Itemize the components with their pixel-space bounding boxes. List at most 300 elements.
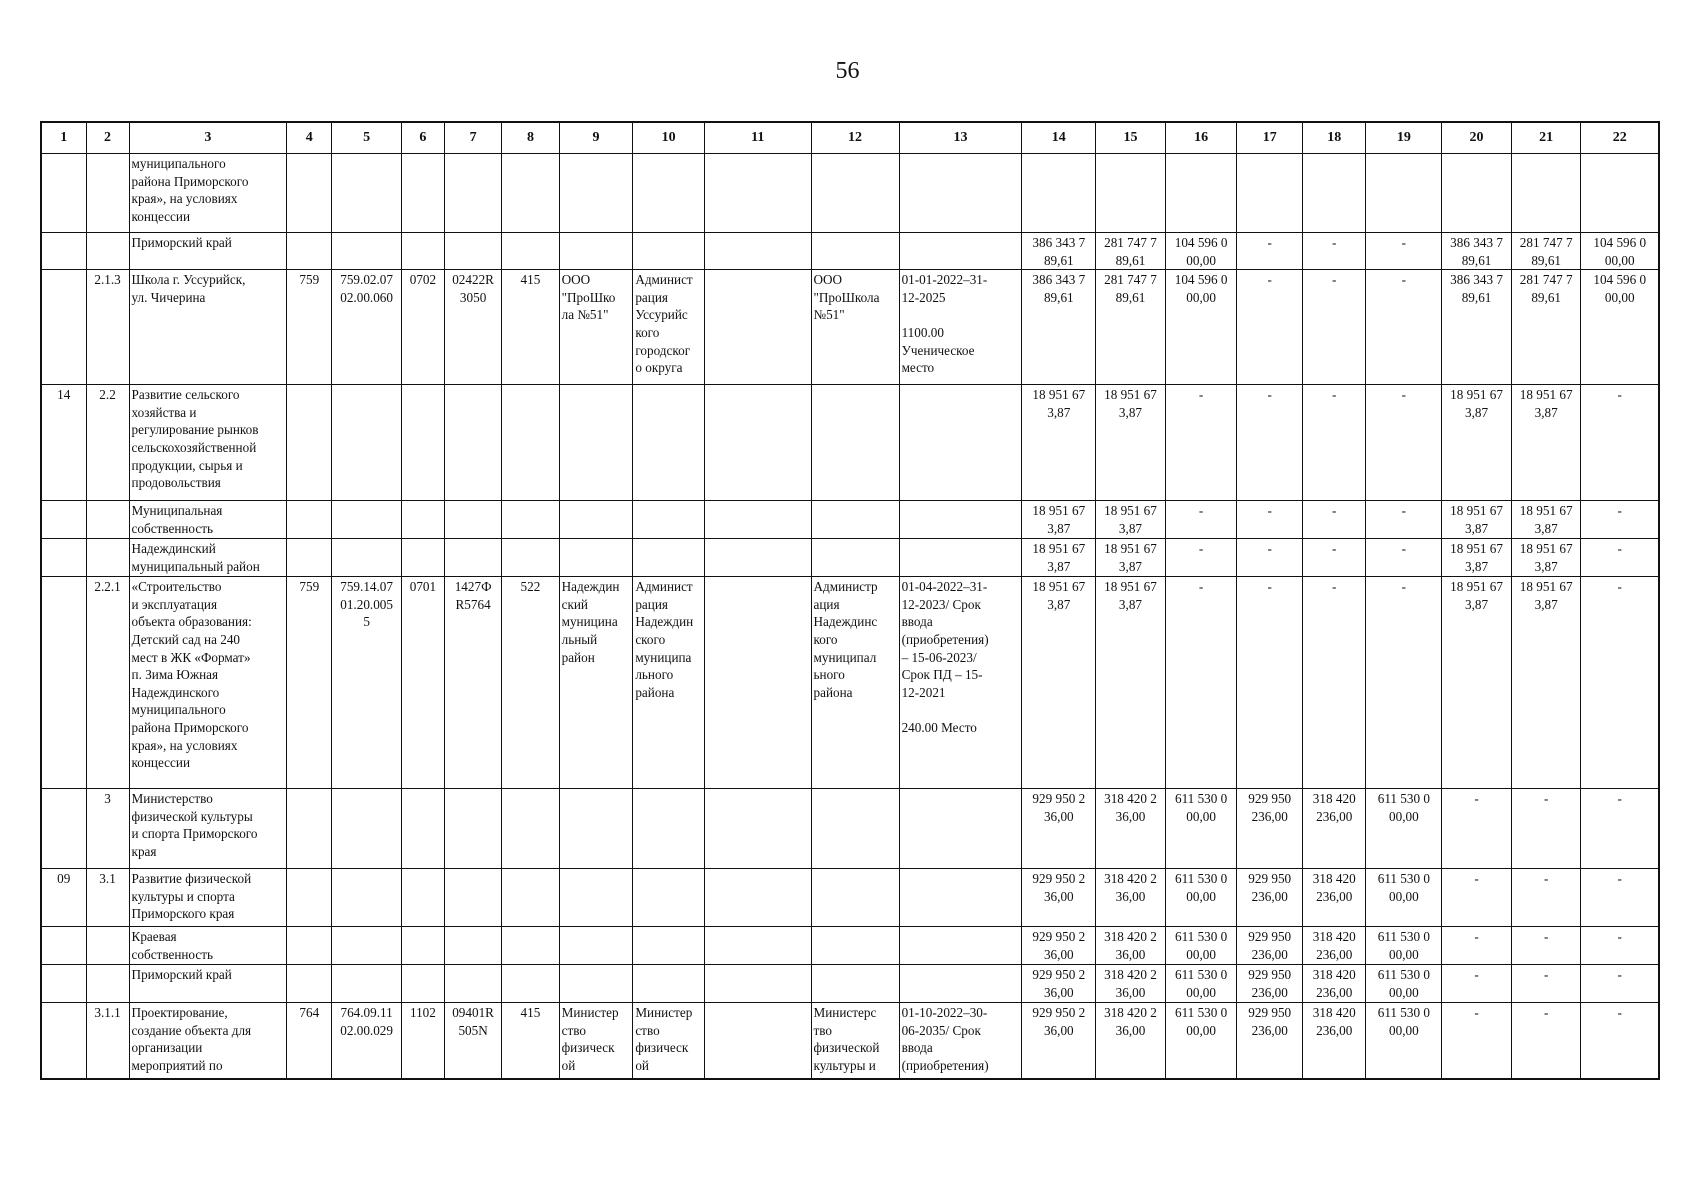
table-cell-col-18: 318 420 236,00 xyxy=(1302,1003,1365,1079)
table-cell-col-10 xyxy=(633,233,705,270)
table-cell-col-11 xyxy=(705,154,812,233)
column-header-8: 8 xyxy=(502,122,559,154)
table-cell-col-12 xyxy=(811,927,899,965)
table-cell-col-9: Надеждин ский муницина льный район xyxy=(559,577,633,789)
table-cell-col-7 xyxy=(444,385,501,501)
table-cell-col-10: Админист рация Уссурийс кого городског о округа xyxy=(633,270,705,385)
table-cell-col-7: 02422R 3050 xyxy=(444,270,501,385)
table-cell-col-20: 18 951 67 3,87 xyxy=(1442,501,1512,539)
table-cell-col-22 xyxy=(1581,154,1659,233)
table-cell-col-21: - xyxy=(1511,965,1581,1003)
column-header-20: 20 xyxy=(1442,122,1512,154)
table-cell-col-20: - xyxy=(1442,927,1512,965)
table-cell-col-2 xyxy=(86,965,129,1003)
table-cell-col-11 xyxy=(705,577,812,789)
table-cell-col-19: - xyxy=(1366,577,1442,789)
table-cell-col-19: - xyxy=(1366,539,1442,577)
table-cell-col-5 xyxy=(332,965,402,1003)
table-cell-col-3: Школа г. Уссурийск, ул. Чичерина xyxy=(129,270,287,385)
column-header-17: 17 xyxy=(1237,122,1303,154)
table-cell-col-13 xyxy=(899,501,1022,539)
table-cell-col-20: 18 951 67 3,87 xyxy=(1442,577,1512,789)
table-cell-col-12 xyxy=(811,869,899,927)
table-cell-col-3: Развитие сельского хозяйства и регулирование рынков сельскохозяйственной продукции, сырья и продовольствия xyxy=(129,385,287,501)
table-cell-col-12 xyxy=(811,539,899,577)
table-cell-col-3: Министерство физической культуры и спорта Приморского края xyxy=(129,789,287,869)
table-cell-col-21: 281 747 7 89,61 xyxy=(1511,270,1581,385)
table-cell-col-21: 18 951 67 3,87 xyxy=(1511,539,1581,577)
table-cell-col-9 xyxy=(559,869,633,927)
table-cell-col-4 xyxy=(287,869,332,927)
table-cell-col-21: - xyxy=(1511,789,1581,869)
table-cell-col-17: - xyxy=(1237,270,1303,385)
table-cell-col-15: 281 747 7 89,61 xyxy=(1096,270,1166,385)
table-cell-col-1 xyxy=(41,1003,86,1079)
column-header-18: 18 xyxy=(1302,122,1365,154)
table-cell-col-15: 318 420 2 36,00 xyxy=(1096,869,1166,927)
table-cell-col-12 xyxy=(811,385,899,501)
table-cell-col-3: «Строительство и эксплуатация объекта образования: Детский сад на 240 мест в ЖК «Формат» п. Зима Южная Надеждинского муниципального района Приморского края», на условиях концессии xyxy=(129,577,287,789)
table-cell-col-5 xyxy=(332,539,402,577)
page-number: 56 xyxy=(835,58,860,84)
table-cell-col-20 xyxy=(1442,154,1512,233)
table-cell-col-1: 09 xyxy=(41,869,86,927)
table-cell-col-7 xyxy=(444,539,501,577)
table-cell-col-16: 611 530 0 00,00 xyxy=(1165,789,1237,869)
column-header-15: 15 xyxy=(1096,122,1166,154)
table-cell-col-20: 386 343 7 89,61 xyxy=(1442,233,1512,270)
table-cell-col-19: - xyxy=(1366,270,1442,385)
table-cell-col-11 xyxy=(705,539,812,577)
table-cell-col-18: 318 420 236,00 xyxy=(1302,869,1365,927)
table-cell-col-1 xyxy=(41,577,86,789)
table-cell-col-2 xyxy=(86,539,129,577)
table-cell-col-5: 759.14.07 01.20.005 5 xyxy=(332,577,402,789)
table-cell-col-6 xyxy=(401,154,444,233)
table-cell-col-6 xyxy=(401,869,444,927)
table-cell-col-21: 18 951 67 3,87 xyxy=(1511,385,1581,501)
table-cell-col-1 xyxy=(41,233,86,270)
table-cell-col-8: 522 xyxy=(502,577,559,789)
header-row xyxy=(41,122,1659,154)
column-header-13: 13 xyxy=(899,122,1022,154)
table-cell-col-3: Надеждинский муниципальный район xyxy=(129,539,287,577)
table-cell-col-19: - xyxy=(1366,385,1442,501)
table-row xyxy=(41,1003,1659,1079)
table-cell-col-13 xyxy=(899,539,1022,577)
table-cell-col-19: 611 530 0 00,00 xyxy=(1366,789,1442,869)
table-cell-col-22: - xyxy=(1581,965,1659,1003)
table-row xyxy=(41,927,1659,965)
table-cell-col-1: 14 xyxy=(41,385,86,501)
table-cell-col-2: 3.1 xyxy=(86,869,129,927)
table-cell-col-4 xyxy=(287,233,332,270)
table-cell-col-21: 18 951 67 3,87 xyxy=(1511,501,1581,539)
table-cell-col-22: - xyxy=(1581,577,1659,789)
table-cell-col-22: - xyxy=(1581,385,1659,501)
column-header-3: 3 xyxy=(129,122,287,154)
column-header-21: 21 xyxy=(1511,122,1581,154)
table-cell-col-17: - xyxy=(1237,577,1303,789)
table-cell-col-8 xyxy=(502,869,559,927)
table-cell-col-17: - xyxy=(1237,233,1303,270)
table-cell-col-16 xyxy=(1165,154,1237,233)
table-cell-col-4 xyxy=(287,501,332,539)
table-cell-col-6: 0701 xyxy=(401,577,444,789)
table-cell-col-3: Краевая собственность xyxy=(129,927,287,965)
table-cell-col-9 xyxy=(559,233,633,270)
table-cell-col-14: 386 343 7 89,61 xyxy=(1022,270,1096,385)
table-cell-col-7: 1427Ф R5764 xyxy=(444,577,501,789)
table-cell-col-11 xyxy=(705,927,812,965)
table-cell-col-16: - xyxy=(1165,577,1237,789)
table-cell-col-11 xyxy=(705,789,812,869)
table-cell-col-12 xyxy=(811,154,899,233)
table-cell-col-6 xyxy=(401,927,444,965)
table-cell-col-14: 929 950 2 36,00 xyxy=(1022,1003,1096,1079)
table-cell-col-4 xyxy=(287,789,332,869)
table-cell-col-11 xyxy=(705,1003,812,1079)
table-cell-col-17: 929 950 236,00 xyxy=(1237,869,1303,927)
table-cell-col-3: Приморский край xyxy=(129,233,287,270)
table-cell-col-16: - xyxy=(1165,385,1237,501)
table-cell-col-9 xyxy=(559,385,633,501)
table-cell-col-2: 2.2 xyxy=(86,385,129,501)
table-cell-col-15: 18 951 67 3,87 xyxy=(1096,385,1166,501)
table-cell-col-19: 611 530 0 00,00 xyxy=(1366,869,1442,927)
table-cell-col-9: ООО "ПроШко ла №51" xyxy=(559,270,633,385)
table-row xyxy=(41,869,1659,927)
table-cell-col-21: 18 951 67 3,87 xyxy=(1511,577,1581,789)
column-header-4: 4 xyxy=(287,122,332,154)
table-cell-col-1 xyxy=(41,539,86,577)
table-cell-col-1 xyxy=(41,927,86,965)
table-cell-col-14: 18 951 67 3,87 xyxy=(1022,539,1096,577)
table-cell-col-10 xyxy=(633,385,705,501)
table-cell-col-20: - xyxy=(1442,789,1512,869)
table-cell-col-2: 2.2.1 xyxy=(86,577,129,789)
column-header-5: 5 xyxy=(332,122,402,154)
table-cell-col-10 xyxy=(633,539,705,577)
table-cell-col-13 xyxy=(899,385,1022,501)
column-header-2: 2 xyxy=(86,122,129,154)
table-cell-col-21: 281 747 7 89,61 xyxy=(1511,233,1581,270)
table-cell-col-5: 764.09.11 02.00.029 xyxy=(332,1003,402,1079)
table-cell-col-20: - xyxy=(1442,965,1512,1003)
table-cell-col-6 xyxy=(401,501,444,539)
table-cell-col-13 xyxy=(899,965,1022,1003)
table-cell-col-18: - xyxy=(1302,385,1365,501)
table-cell-col-4 xyxy=(287,154,332,233)
table-cell-col-18 xyxy=(1302,154,1365,233)
table-cell-col-14: 929 950 2 36,00 xyxy=(1022,789,1096,869)
table-cell-col-2: 3.1.1 xyxy=(86,1003,129,1079)
table-cell-col-2: 2.1.3 xyxy=(86,270,129,385)
table-cell-col-5 xyxy=(332,154,402,233)
table-cell-col-12 xyxy=(811,965,899,1003)
table-cell-col-15: 18 951 67 3,87 xyxy=(1096,539,1166,577)
table-cell-col-11 xyxy=(705,270,812,385)
table-cell-col-13 xyxy=(899,869,1022,927)
table-cell-col-13 xyxy=(899,154,1022,233)
table-cell-col-10: Админист рация Надеждин ского муниципа льного района xyxy=(633,577,705,789)
table-cell-col-18: 318 420 236,00 xyxy=(1302,789,1365,869)
table-cell-col-1 xyxy=(41,154,86,233)
table-cell-col-17: 929 950 236,00 xyxy=(1237,927,1303,965)
table-cell-col-11 xyxy=(705,501,812,539)
table-cell-col-1 xyxy=(41,270,86,385)
table-cell-col-14: 929 950 2 36,00 xyxy=(1022,869,1096,927)
table-cell-col-22: - xyxy=(1581,927,1659,965)
table-cell-col-13 xyxy=(899,927,1022,965)
table-cell-col-16: 611 530 0 00,00 xyxy=(1165,965,1237,1003)
table-cell-col-17: - xyxy=(1237,501,1303,539)
table-cell-col-14: 18 951 67 3,87 xyxy=(1022,385,1096,501)
table-cell-col-16: - xyxy=(1165,501,1237,539)
table-cell-col-16: 611 530 0 00,00 xyxy=(1165,869,1237,927)
table-cell-col-11 xyxy=(705,385,812,501)
table-cell-col-12: Министерс тво физической культуры и xyxy=(811,1003,899,1079)
table-cell-col-11 xyxy=(705,869,812,927)
table-cell-col-2 xyxy=(86,501,129,539)
column-header-10: 10 xyxy=(633,122,705,154)
table-cell-col-20: - xyxy=(1442,869,1512,927)
table-cell-col-5 xyxy=(332,869,402,927)
table-cell-col-4 xyxy=(287,965,332,1003)
table-cell-col-8 xyxy=(502,233,559,270)
table-cell-col-6 xyxy=(401,965,444,1003)
table-cell-col-12: ООО "ПроШкола №51" xyxy=(811,270,899,385)
table-row xyxy=(41,233,1659,270)
table-cell-col-18: - xyxy=(1302,539,1365,577)
table-cell-col-22: - xyxy=(1581,789,1659,869)
table-cell-col-6 xyxy=(401,539,444,577)
table-row xyxy=(41,154,1659,233)
table-cell-col-9 xyxy=(559,154,633,233)
table-cell-col-5 xyxy=(332,233,402,270)
table-cell-col-15: 318 420 2 36,00 xyxy=(1096,789,1166,869)
table-cell-col-15: 318 420 2 36,00 xyxy=(1096,1003,1166,1079)
table-cell-col-15: 281 747 7 89,61 xyxy=(1096,233,1166,270)
table-cell-col-16: 611 530 0 00,00 xyxy=(1165,1003,1237,1079)
table-cell-col-6: 0702 xyxy=(401,270,444,385)
table-row xyxy=(41,385,1659,501)
table-cell-col-3: Проектирование, создание объекта для организации мероприятий по xyxy=(129,1003,287,1079)
table-cell-col-18: 318 420 236,00 xyxy=(1302,927,1365,965)
table-cell-col-14 xyxy=(1022,154,1096,233)
table-cell-col-5 xyxy=(332,927,402,965)
table-cell-col-20: 18 951 67 3,87 xyxy=(1442,539,1512,577)
table-cell-col-9 xyxy=(559,539,633,577)
table-cell-col-15: 18 951 67 3,87 xyxy=(1096,501,1166,539)
column-header-12: 12 xyxy=(811,122,899,154)
table-cell-col-10 xyxy=(633,965,705,1003)
table-cell-col-8 xyxy=(502,789,559,869)
table-cell-col-2: 3 xyxy=(86,789,129,869)
table-cell-col-18: - xyxy=(1302,270,1365,385)
table-cell-col-13: 01-01-2022–31- 12-2025 1100.00 Ученическое место xyxy=(899,270,1022,385)
table-cell-col-17: 929 950 236,00 xyxy=(1237,965,1303,1003)
table-cell-col-4: 759 xyxy=(287,270,332,385)
table-row xyxy=(41,789,1659,869)
table-cell-col-7 xyxy=(444,789,501,869)
table-cell-col-17 xyxy=(1237,154,1303,233)
table-cell-col-10 xyxy=(633,789,705,869)
table-cell-col-4: 759 xyxy=(287,577,332,789)
table-cell-col-8: 415 xyxy=(502,270,559,385)
table-cell-col-3: муниципального района Приморского края», на условиях концессии xyxy=(129,154,287,233)
column-header-14: 14 xyxy=(1022,122,1096,154)
table-cell-col-21: - xyxy=(1511,927,1581,965)
table-cell-col-19: 611 530 0 00,00 xyxy=(1366,1003,1442,1079)
table-cell-col-16: - xyxy=(1165,539,1237,577)
table-cell-col-11 xyxy=(705,965,812,1003)
table-cell-col-10: Министер ство физическ ой xyxy=(633,1003,705,1079)
table-cell-col-8 xyxy=(502,501,559,539)
table-cell-col-8 xyxy=(502,385,559,501)
table-cell-col-8 xyxy=(502,154,559,233)
table-row xyxy=(41,501,1659,539)
table-row xyxy=(41,270,1659,385)
table-cell-col-15: 318 420 2 36,00 xyxy=(1096,965,1166,1003)
table-cell-col-22: - xyxy=(1581,869,1659,927)
table-cell-col-5: 759.02.07 02.00.060 xyxy=(332,270,402,385)
table-cell-col-18: 318 420 236,00 xyxy=(1302,965,1365,1003)
table-row xyxy=(41,577,1659,789)
table-cell-col-15 xyxy=(1096,154,1166,233)
table-cell-col-7 xyxy=(444,501,501,539)
table-cell-col-9 xyxy=(559,501,633,539)
table-cell-col-4 xyxy=(287,385,332,501)
table-cell-col-13: 01-10-2022–30- 06-2035/ Срок ввода (приобретения) xyxy=(899,1003,1022,1079)
table-cell-col-4 xyxy=(287,927,332,965)
table-cell-col-18: - xyxy=(1302,501,1365,539)
table-cell-col-1 xyxy=(41,789,86,869)
table-cell-col-20: 18 951 67 3,87 xyxy=(1442,385,1512,501)
table-cell-col-14: 929 950 2 36,00 xyxy=(1022,965,1096,1003)
table-cell-col-21: - xyxy=(1511,869,1581,927)
table-cell-col-4 xyxy=(287,539,332,577)
table-cell-col-10 xyxy=(633,927,705,965)
table-cell-col-5 xyxy=(332,789,402,869)
table-cell-col-19 xyxy=(1366,154,1442,233)
table-row xyxy=(41,539,1659,577)
table-cell-col-14: 386 343 7 89,61 xyxy=(1022,233,1096,270)
table-cell-col-17: - xyxy=(1237,385,1303,501)
budget-table xyxy=(40,121,1660,1080)
table-cell-col-2 xyxy=(86,154,129,233)
column-header-7: 7 xyxy=(444,122,501,154)
table-cell-col-12 xyxy=(811,233,899,270)
table-cell-col-20: 386 343 7 89,61 xyxy=(1442,270,1512,385)
table-cell-col-22: 104 596 0 00,00 xyxy=(1581,233,1659,270)
table-cell-col-11 xyxy=(705,233,812,270)
table-cell-col-9 xyxy=(559,965,633,1003)
table-cell-col-5 xyxy=(332,501,402,539)
column-header-6: 6 xyxy=(401,122,444,154)
table-cell-col-15: 18 951 67 3,87 xyxy=(1096,577,1166,789)
column-header-22: 22 xyxy=(1581,122,1659,154)
table-cell-col-1 xyxy=(41,965,86,1003)
table-cell-col-16: 104 596 0 00,00 xyxy=(1165,233,1237,270)
table-cell-col-22: - xyxy=(1581,539,1659,577)
table-cell-col-6: 1102 xyxy=(401,1003,444,1079)
table-cell-col-8 xyxy=(502,539,559,577)
table-cell-col-9: Министер ство физическ ой xyxy=(559,1003,633,1079)
table-cell-col-13 xyxy=(899,789,1022,869)
table-cell-col-13: 01-04-2022–31- 12-2023/ Срок ввода (приобретения) – 15-06-2023/ Срок ПД – 15- 12-2021 240.00 Место xyxy=(899,577,1022,789)
table-cell-col-22: - xyxy=(1581,1003,1659,1079)
table-cell-col-6 xyxy=(401,385,444,501)
table-cell-col-7 xyxy=(444,965,501,1003)
column-header-1: 1 xyxy=(41,122,86,154)
column-header-11: 11 xyxy=(705,122,812,154)
table-cell-col-7: 09401R 505N xyxy=(444,1003,501,1079)
table-cell-col-9 xyxy=(559,789,633,869)
table-cell-col-7 xyxy=(444,154,501,233)
table-cell-col-7 xyxy=(444,927,501,965)
column-header-16: 16 xyxy=(1165,122,1237,154)
table-cell-col-17: - xyxy=(1237,539,1303,577)
column-header-9: 9 xyxy=(559,122,633,154)
table-cell-col-14: 18 951 67 3,87 xyxy=(1022,501,1096,539)
table-cell-col-14: 18 951 67 3,87 xyxy=(1022,577,1096,789)
table-cell-col-9 xyxy=(559,927,633,965)
table-cell-col-15: 318 420 2 36,00 xyxy=(1096,927,1166,965)
table-cell-col-14: 929 950 2 36,00 xyxy=(1022,927,1096,965)
table-cell-col-8 xyxy=(502,927,559,965)
table-cell-col-21 xyxy=(1511,154,1581,233)
table-cell-col-10 xyxy=(633,501,705,539)
table-cell-col-17: 929 950 236,00 xyxy=(1237,1003,1303,1079)
column-header-19: 19 xyxy=(1366,122,1442,154)
table-cell-col-10 xyxy=(633,154,705,233)
table-cell-col-12 xyxy=(811,501,899,539)
table-cell-col-3: Муниципальная собственность xyxy=(129,501,287,539)
table-cell-col-18: - xyxy=(1302,577,1365,789)
table-cell-col-6 xyxy=(401,789,444,869)
table-cell-col-1 xyxy=(41,501,86,539)
table-cell-col-20: - xyxy=(1442,1003,1512,1079)
table-cell-col-22: - xyxy=(1581,501,1659,539)
table-cell-col-12 xyxy=(811,789,899,869)
table-cell-col-10 xyxy=(633,869,705,927)
table-cell-col-19: - xyxy=(1366,233,1442,270)
table-cell-col-7 xyxy=(444,869,501,927)
table-cell-col-22: 104 596 0 00,00 xyxy=(1581,270,1659,385)
table-cell-col-19: 611 530 0 00,00 xyxy=(1366,965,1442,1003)
table-cell-col-2 xyxy=(86,233,129,270)
table-cell-col-2 xyxy=(86,927,129,965)
table-cell-col-17: 929 950 236,00 xyxy=(1237,789,1303,869)
table-cell-col-8: 415 xyxy=(502,1003,559,1079)
table-row xyxy=(41,965,1659,1003)
table-cell-col-5 xyxy=(332,385,402,501)
table-cell-col-3: Развитие физической культуры и спорта Приморского края xyxy=(129,869,287,927)
table-cell-col-8 xyxy=(502,965,559,1003)
table-cell-col-18: - xyxy=(1302,233,1365,270)
table-cell-col-16: 611 530 0 00,00 xyxy=(1165,927,1237,965)
table-cell-col-21: - xyxy=(1511,1003,1581,1079)
table-cell-col-4: 764 xyxy=(287,1003,332,1079)
table-cell-col-3: Приморский край xyxy=(129,965,287,1003)
table-cell-col-7 xyxy=(444,233,501,270)
table-cell-col-13 xyxy=(899,233,1022,270)
table-cell-col-16: 104 596 0 00,00 xyxy=(1165,270,1237,385)
table-cell-col-12: Администр ация Надеждинс кого муниципал ьного района xyxy=(811,577,899,789)
table-cell-col-6 xyxy=(401,233,444,270)
table-cell-col-19: - xyxy=(1366,501,1442,539)
